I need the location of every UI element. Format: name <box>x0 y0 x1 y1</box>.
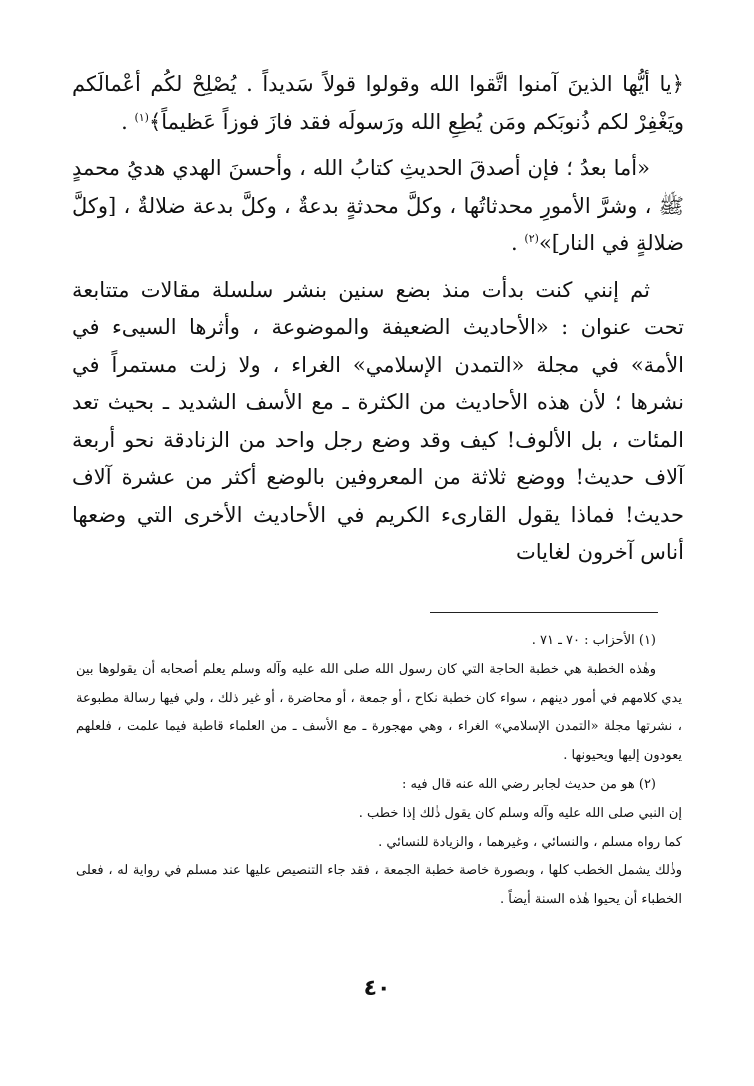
footnote-separator <box>430 612 658 613</box>
footnote-ref-2: (٢) <box>524 232 539 245</box>
footnotes <box>76 627 682 915</box>
footnote-1: (١) الأحزاب : ٧٠ ـ ٧١ . <box>531 633 656 648</box>
hadith-paragraph <box>72 150 684 263</box>
quran-verse-paragraph <box>72 66 684 141</box>
main-text <box>72 66 684 572</box>
footnote-1-explanation: وهٰذه الخطبة هي خطبة الحاجة التي كان رسول الله صلى الله عليه وآله وسلم يعلم أصحابه أن يقولوها بين يدي كلامهم في أمور دينهم ، سواء كان خطبة نكاح ، أو جمعة ، أو محاضرة ، أو غير ذلك ، ولي فيها رسالة مطبوعة ، نشرتها مجلة «التمدن الإسلامي» الغراء ، وهي مهجورة ـ مع الأسف ـ من العلماء قاطبة فيما علمت ، فلعلهم يعودون إليها ويحيونها . <box>76 661 682 764</box>
body-paragraph: ثم إنني كنت بدأت منذ بضع سنين بنشر سلسلة مقالات متتابعة تحت عنوان : «الأحاديث الضعيفة والموضوعة ، وأثرها السيىء في الأمة» في مجلة «التمدن الإسلامي» الغراء ، ولا زلت مستمراً في نشرها ؛ لأن هذه الأحاديث من الكثرة ـ مع الأسف الشديد ـ بحيث تعد المئات ، بل الألوف! كيف وقد وضع رجل واحد من الزنادقة نحو أربعة آلاف حديث! ووضع ثلاثة من المعروفين بالوضع أكثر من عشرة آلاف حديث! فماذا يقول القارىء الكريم في الأحاديث الأخرى التي وضعها أناس آخرون لغايات <box>72 277 684 564</box>
footnote-2: (٢) هو من حديث لجابر رضي الله عنه قال فيه : <box>402 776 656 792</box>
footnote-2-line-1: إن النبي صلى الله عليه وآله وسلم كان يقول ذٰلك إذا خطب . <box>358 805 682 821</box>
footnote-2-line-2: كما رواه مسلم ، والنسائي ، وغيرهما ، والزيادة للنسائي . <box>378 834 682 850</box>
verse-end-mark: . <box>121 109 128 134</box>
hadith-text: «أما بعدُ ؛ فإن أصدقَ الحديثِ كتابُ الله ، وأحسنَ الهدي هديُ محمدٍ ﷺ ، وشرَّ الأمورِ محدثاتُها ، وكلَّ محدثةٍ بدعةٌ ، وكلَّ بدعة ضلالةٌ ، [وكلَّ ضلالةٍ في النار]» <box>72 156 684 255</box>
quran-verse: ﴿يا أيُّها الذينَ آمنوا اتَّقوا الله وقولوا قولاً سَديداً . يُصْلِحْ لكُم أعْمالَكم ويَغْفِرْ لكم ذُنوبَكم ومَن يُطِعِ الله ورَسولَه فقد فازَ فوزاً عَظيماً﴾ <box>72 72 684 134</box>
footnote-2-line-3: وذٰلك يشمل الخطب كلها ، وبصورة خاصة خطبة الجمعة ، فقد جاء التنصيص عليها عند مسلم في رواية له ، فعلى الخطباء أن يحيوا هٰذه السنة أيضاً . <box>76 863 682 908</box>
page-number: ٤٠ <box>363 976 391 1001</box>
hadith-end-mark: . <box>511 231 518 255</box>
footnote-ref-1: (١) <box>134 110 149 124</box>
